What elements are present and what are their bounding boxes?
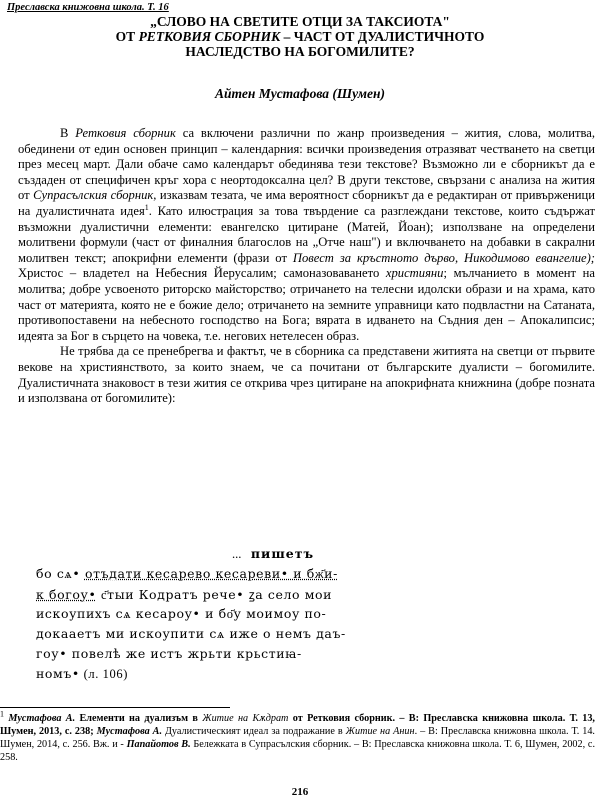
footnote-reference: 1 [144,202,149,212]
quote-line-4: искоупихъ сѧ кесароу• и бо҃у моимоу по- [36,606,327,621]
quote-ellipsis: ... пишетъ [232,546,315,561]
title-line-1: „СЛОВО НА СВЕТИТЕ ОТЦИ ЗА ТАКСИОТА" [150,14,450,29]
paragraph-1: В Ретковия сборник са включени различни по жанр произведения – жития, слова, молитва, обединени от един основен принцип – календарния: всички произведения отразяват честването на светци през месец март. Дали обаче само календарът обединява тези текстове? Възможно ли е сборникът да е създаден от специфичен кръг хора с неортодоксална цел? В други текстове, свързани с анализа на жития от Супрасълския сборник, изказвам тезата, че има вероятност сборникът да е редактиран от привърженици на дуалистичната идея$^1$. Като илюстрация за това твърдение са разглеждани текстове, които съдържат възможни дуалистични елементи: евангелско цитиране (Матей, Йоан); използване на определени молитвени формули (част от финалния благослов на „Отче наш") и включването на добавки в сакрални молитвен текст; апокрифни елементи (фрази от Повест за кръстното дърво, Никодимово евангелие); Христос – владетел на Небесния Йерусалим; самоназоваването християни; мълчанието в момент на молитва; добре усвоеното риторско майсторство; отричането на телесни идолски образи и на храма, като част от материята, която не е божие дело; отричането на земните управници като подвластни на Сатаната, противопоставени на небесното господство на Бога; вярата в идването на Съдния ден – Апокалипсис; идеята за Бог в сърцето на човека, т.е. негових нетелесен образ. [18,126,596,343]
running-header: Преславска книжовна школа. Т. 16 [7,2,169,13]
quote-line-3: к богоу• с҃тыи Кодратъ рече• ꙁа село мои [36,587,333,602]
quote-line-7: номъ• (л. 106) [36,666,128,681]
footnote: $^1$ Мустафова А. Елементи на дуализъм в Житие на Кѫдрат от Ретковия сборник. – В: Преславска книжовна школа. Т. 13, Шумен, 2013, с. 238; Мустафова А. Дуалистическият идеал за подражание в Житие на Анин. – В: Преславска книжовна школа. Т. 14. Шумен, 2014, с. 256. Вж. и - Папайотов В. Бележката в Супрасълския сборник. – В: Преславска книжовна школа. Т. 6, Шумен, 2002, с. 258. [0,709,595,763]
title-line-3: НАСЛЕДСТВО НА БОГОМИЛИТЕ? [185,44,415,59]
author-byline: Айтен Мустафова (Шумен) [215,86,385,101]
quote-line-5: докааетъ ми искоупити сѧ иже о немъ даъ- [36,626,346,641]
page-number: 216 [291,786,309,798]
article-title [0,14,600,59]
paragraph-2: Не трябва да се пренебрегва и фактът, че в сборника са представени житията на светци от първите векове на християнството, за които знаем, че са почитани от българските дуалисти – богомилите. Дуалистичната знаковост в тези жития се открива чрез цитиране на апокрифната книжнина (добре позната и използвана от богомилите): [18,344,595,406]
article-body [18,126,595,407]
quote-line-6: гоу• повелѣ же истъ жрьти крьстиꙗ- [36,646,302,661]
title-line-2: ОТ РЕТКОВИЯ СБОРНИК – ЧАСТ ОТ ДУАЛИСТИЧНОТО [115,29,485,44]
footnote-divider [0,707,230,708]
quote-line-2: бо сѧ• отъдати кесарево кесареви• и бж҃и- [36,566,338,581]
